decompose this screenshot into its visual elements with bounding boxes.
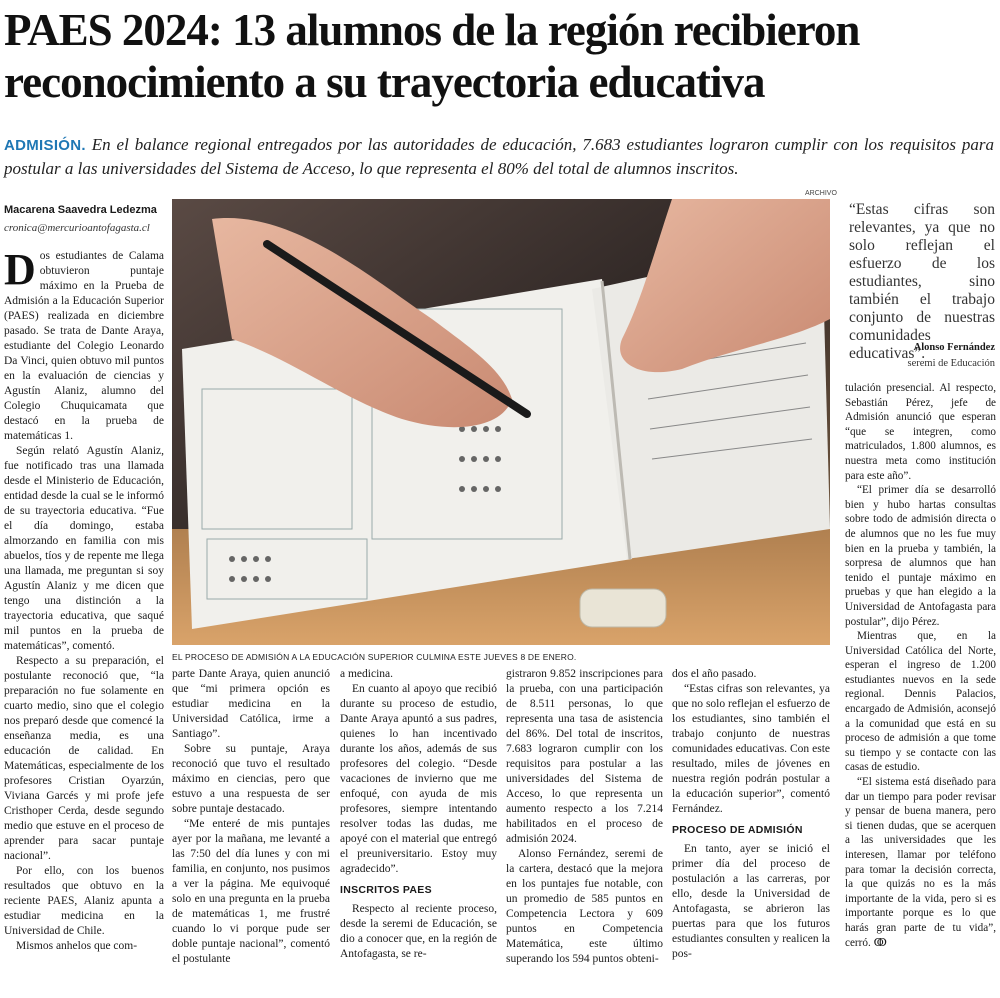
drop-cap: D: [4, 245, 36, 294]
paragraph: En cuanto al apoyo que recibió durante su proceso de estudio, Dante Araya apuntó a sus padres, quienes lo han incentivado durante los años, además de sus profesores del colegio. “Desde vacaciones de invierno que me enfoqué, con ayuda de mis profesores, siempre intentando resolver todas las dudas, me apoyé con el material que entregó el preuniversitario. Estoy muy agradecido”.: [340, 683, 497, 875]
paragraph: En tanto, ayer se inició el primer día del proceso de postulación a las carreras, por ello, desde la Universidad de Antofagasta, se abrieron las puertas para que los futuros estudiantes consulten y realicen la pos-: [672, 843, 830, 960]
byline-email[interactable]: cronica@mercurioantofagasta.cl: [4, 222, 150, 234]
paragraph: [4, 245, 164, 444]
paragraph-text: “El sistema está diseñado para dar un tiempo para poder revisar y pensar de buena manera, pero si tienen dudas, que se acerquen a las universidades que les interesen, llamar por teléfono para tomar la decisión correcta, la que quizás no es la más importante de la vida, pero si es importante porque es lo que harás gran parte de tu vida”, cerró.: [845, 776, 996, 949]
pull-quote: “Estas cifras son relevantes, ya que no solo reflejan el esfuerzo de los estudiantes, sino también el trabajo conjunto de nuestras comunidades educativas”.: [849, 201, 995, 362]
lead-text: En el balance regional entregados por las autoridades de educación, 7.683 estudiantes lograron cumplir con los requisitos para postular a las universidades del Sistema de Acceso, lo que representa el 80% del total de alumnos inscritos.: [4, 135, 995, 178]
section-tag: ADMISIÓN.: [4, 137, 86, 154]
article-photo: [172, 199, 830, 645]
paragraph: tulación presencial. Al respecto, Sebastián Pérez, jefe de Admisión anunció que esperan “que se integren, como matriculados, 1.800 alumnos, es nuestra meta como institución para este año”.: [845, 382, 996, 482]
article-column-4: [506, 667, 663, 967]
subheading: INSCRITOS PAES: [340, 884, 432, 896]
photo-caption: EL PROCESO DE ADMISIÓN A LA EDUCACIÓN SUPERIOR CULMINA ESTE JUEVES 8 DE ENERO.: [172, 652, 577, 662]
photo-credit: ARCHIVO: [805, 190, 837, 197]
paragraph: Mismos anhelos que com-: [16, 940, 138, 952]
paragraph: a medicina.: [340, 668, 394, 680]
paragraph: “El primer día se desarrolló bien y hubo hartas consultas sobre todo de admisión directa o de alumnos que no les fue muy bien en la prueba y también, la sorpresa de alumnos que han tenido el puntaje máximo en pruebas y que han elegido a la Universidad de Antofagasta para postular”, dijo Pérez.: [845, 484, 996, 628]
paragraph: Según relató Agustín Alaniz, fue notificado tras una llamada desde el Ministerio de Educación, entidad desde la cual se le informó de su trayectoria educativa. “Fue el día domingo, estaba almorzando en familia con mis abuelos, tíos y de repente me llega una llamada, me preguntan si soy Agustín Alaniz y me dicen que tengo una distinción a la trayectoria educativa, que saqué mil puntos en la prueba de matemáticas”, comentó.: [4, 445, 164, 652]
pull-quote-role: seremi de Educación: [907, 358, 995, 369]
photo-illustration: [172, 199, 830, 645]
article-column-6: [845, 381, 996, 950]
article-column-1: [4, 245, 164, 954]
paragraph-text: os estudiantes de Calama obtuvieron puntaje máximo en la Prueba de Admisión a la Educación Superior (PAES) realizada en diciembre pasado. Se trata de Dante Araya, estudiante del Colegio Leonardo Da Vinci, quien obtuvo mil puntos en la evaluación de ciencias y Agustín Alaniz, alumno del Colegio Chuquicamata que destacó en la prueba de matemáticas 1.: [4, 250, 164, 442]
paragraph: dos el año pasado.: [672, 668, 757, 680]
paragraph: [845, 775, 996, 950]
paragraph: Alonso Fernández, seremi de la cartera, destacó que la mejora en los puntajes fue notable, con un promedio de 585 puntos en Competencia Lectora y 609 puntos en Competencia Matemática, este último superando los 594 puntos obteni-: [506, 848, 663, 965]
paragraph: “Estas cifras son relevantes, ya que no solo reflejan el esfuerzo de los estudiantes, sino también el trabajo conjunto de nuestras comunidades educativas. Con este resultado, miles de jóvenes en nuestra región podrán postular a la educación superior”, comentó Fernández.: [672, 683, 830, 815]
headline: PAES 2024: 13 alumnos de la región recibieron reconocimiento a su trayectoria educativa: [4, 5, 860, 107]
byline-author: Macarena Saavedra Ledezma: [4, 204, 157, 216]
lead-paragraph: [4, 133, 994, 180]
subheading: PROCESO DE ADMISIÓN: [672, 824, 803, 836]
article-column-5: [672, 667, 830, 962]
article-column-3: [340, 667, 497, 962]
paragraph: Respecto al reciente proceso, desde la seremi de Educación, se dio a conocer que, en la región de Antofagasta, se re-: [340, 903, 497, 960]
article-column-2: [172, 667, 330, 967]
pull-quote-author: Alonso Fernández: [913, 342, 995, 353]
paragraph: parte Dante Araya, quien anunció que “mi primera opción es estudiar medicina en la Universidad Católica, irme a Santiago”.: [172, 668, 330, 740]
paragraph: Respecto a su preparación, el postulante reconoció que, “la preparación no fue solamente en cuarto medio, sino que el colegio nos preparó desde que comencé la enseñanza media, es una educación de calidad. En Matemáticas, especialmente de los profesores Cristian Oyarzún, Viviana Garcés y mi profe jefe Cristhoper Cerda, desde segundo medio que estuve en el proceso de aprender para sacar puntaje nacional”.: [4, 655, 164, 862]
paragraph: gistraron 9.852 inscripciones para la prueba, con una participación de 8.511 personas, lo que representa una tasa de asistencia del 86%. Del total de inscritos, 7.683 lograron cumplir con los requisitos para postular a las universidades del Sistema de Acceso, lo que representa un aumento respecto a los 7.214 habilitados en el proceso de admisión 2024.: [506, 668, 663, 845]
paragraph: “Me enteré de mis puntajes ayer por la mañana, me levanté a las 7:50 del día lunes y con mi familia, en conjunto, nos pusimos a ver la página. Me equivoqué solo en una pregunta en la prueba de matemáticas 1, me frustré cuando lo vi porque pude ser doble puntaje nacional”, comentó el postulante: [172, 818, 330, 965]
paragraph: Mientras que, en la Universidad Católica del Norte, esperan el ingreso de 1.200 estudiantes nuevos en la sede regional. Dennis Palacios, encargado de Admisión, aconsejó a la comunidad que está en su proceso de admisión a que tome su tiempo y se contacte con las casas de estudio.: [845, 630, 996, 774]
end-mark-icon: ↂ: [873, 936, 887, 949]
paragraph: Por ello, con los buenos resultados que obtuvo en la reciente PAES, Alaniz apunta a estudiar medicina en la Universidad de Chile.: [4, 865, 164, 937]
paragraph: Sobre su puntaje, Araya reconoció que tuvo el resultado máximo en ciencias, pero que estuvo a una respuesta de ser sobre puntaje destacado.: [172, 743, 330, 815]
